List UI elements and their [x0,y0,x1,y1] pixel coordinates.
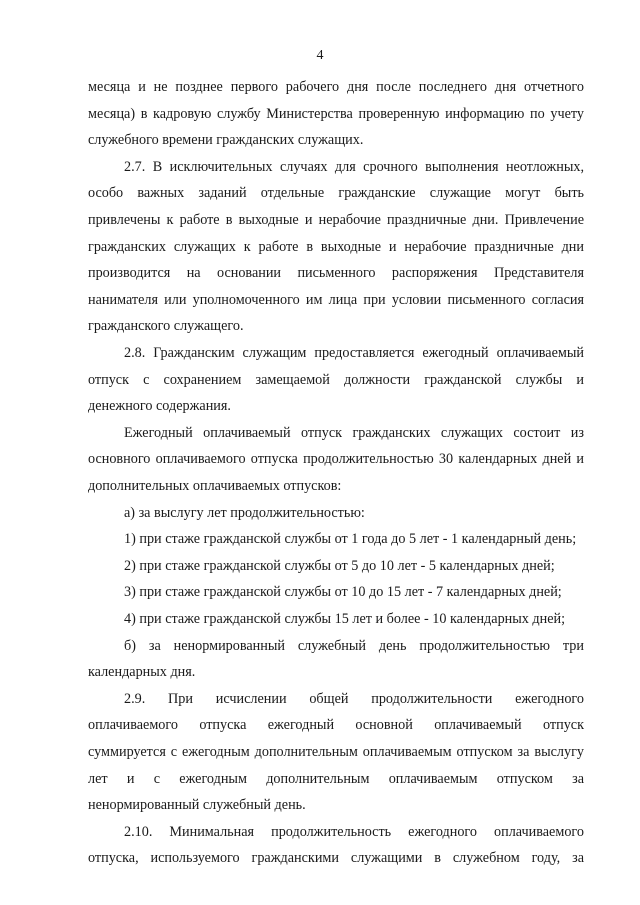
text-line: отпуска, используемого гражданскими служащими в служебном году, за [88,850,584,867]
text-line: Ежегодный оплачиваемый отпуск гражданских служащих состоит из [124,424,584,441]
text-line: суммируется с ежегодным дополнительным оплачиваемым отпуском за выслугу [88,744,584,760]
text-line: денежного содержания. [88,398,231,415]
text-line: б) за ненормированный служебный день продолжительностью три [124,637,584,654]
text-line: лет и с ежегодным дополнительным оплачиваемым отпуском за [88,770,584,787]
text-line: 2.10. Минимальная продолжительность ежегодного оплачиваемого [124,823,584,840]
text-line: 2.8. Гражданским служащим предоставляется ежегодный оплачиваемый [124,345,584,361]
text-line: производится на основании письменного распоряжения Представителя [88,265,584,282]
text-line: месяца) в кадровую службу Министерства проверенную информацию по учету [88,105,584,122]
text-line: особо важных заданий отдельные гражданские служащие могут быть [88,185,584,202]
text-line: 3) при стаже гражданской службы от 10 до 15 лет - 7 календарных дней; [124,584,562,601]
text-line: ненормированный служебный день. [88,797,306,814]
page-number: 4 [316,48,324,63]
text-line: 4) при стаже гражданской службы 15 лет и более - 10 календарных дней; [124,611,566,627]
text-line: привлечены к работе в выходные и нерабочие праздничные дни. Привлечение [88,212,584,228]
text-line: 2) при стаже гражданской службы от 5 до 10 лет - 5 календарных дней; [124,557,555,574]
text-line: календарных дня. [88,664,196,681]
text-line: нанимателя или уполномоченного им лица при условии письменного согласия [88,291,584,308]
text-line: оплачиваемого отпуска ежегодный основной оплачиваемый отпуск [88,717,584,734]
text-line: отпуск с сохранением замещаемой должности гражданской службы и [88,371,584,388]
text-line: 2.9. При исчислении общей продолжительности ежегодного [124,690,584,707]
text-line: месяца и не позднее первого рабочего дня после последнего дня отчетного [88,79,584,95]
text-line: служебного времени гражданских служащих. [88,132,364,149]
text-line: дополнительных оплачиваемых отпусков: [88,478,342,494]
text-line: 2.7. В исключительных случаях для срочного выполнения неотложных, [124,158,584,175]
text-line: а) за выслугу лет продолжительностью: [124,504,365,521]
text-line: гражданского служащего. [88,318,244,335]
text-line: основного оплачиваемого отпуска продолжительностью 30 календарных дней и [88,451,584,468]
text-line: 1) при стаже гражданской службы от 1 года до 5 лет - 1 календарный день; [124,531,577,548]
text-line: гражданских служащих к работе в выходные и нерабочие праздничные дни [88,238,584,255]
